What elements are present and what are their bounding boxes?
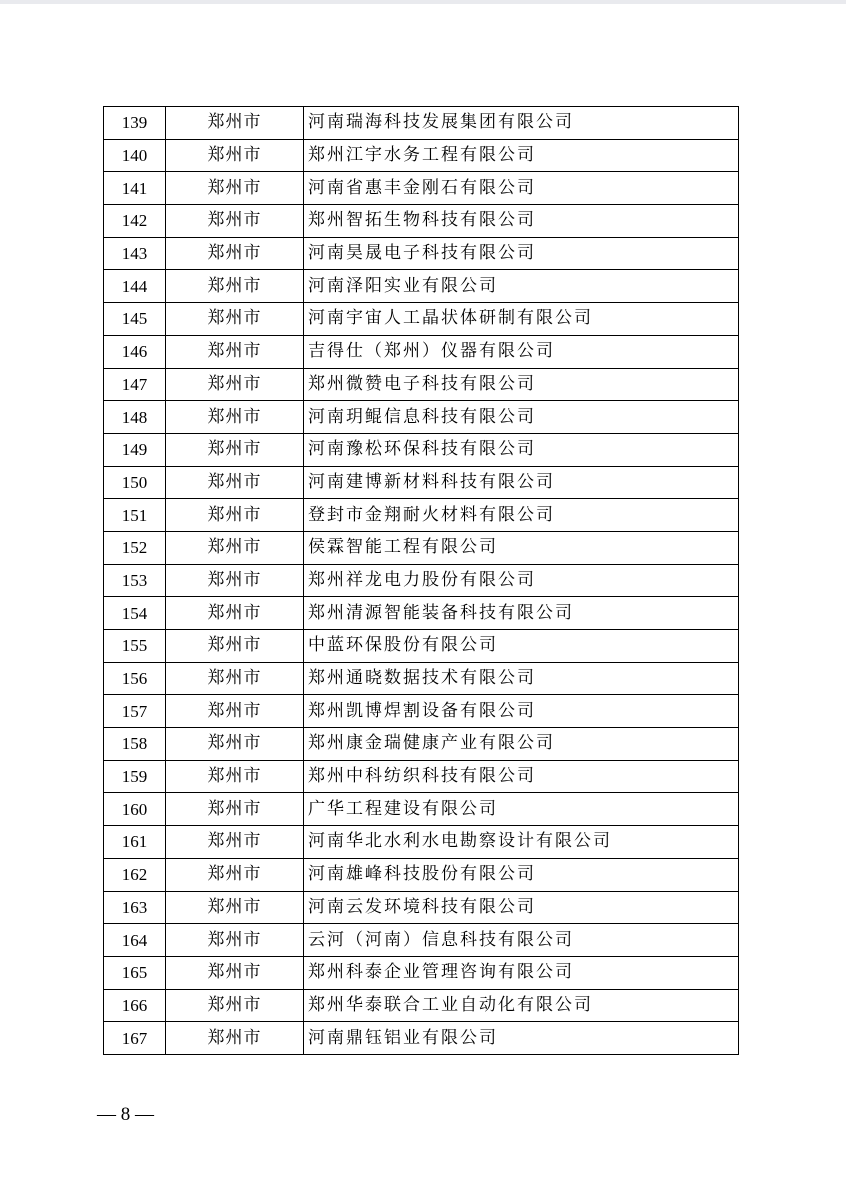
row-city: 郑州市 [166,433,304,466]
row-city: 郑州市 [166,597,304,630]
table-row [104,564,739,597]
row-number: 164 [104,924,166,957]
table-row [104,662,739,695]
row-city: 郑州市 [166,956,304,989]
row-company-name: 登封市金翔耐火材料有限公司 [304,499,739,532]
row-number: 147 [104,368,166,401]
table-row [104,466,739,499]
row-number: 159 [104,760,166,793]
row-city: 郑州市 [166,858,304,891]
table-row [104,107,739,140]
row-city: 郑州市 [166,368,304,401]
row-number: 151 [104,499,166,532]
row-number: 153 [104,564,166,597]
row-company-name: 郑州江宇水务工程有限公司 [304,139,739,172]
row-city: 郑州市 [166,924,304,957]
table-row [104,172,739,205]
row-city: 郑州市 [166,662,304,695]
row-city: 郑州市 [166,630,304,663]
row-company-name: 郑州祥龙电力股份有限公司 [304,564,739,597]
table-row [104,760,739,793]
row-number: 161 [104,826,166,859]
table-row [104,368,739,401]
row-city: 郑州市 [166,237,304,270]
table-row [104,531,739,564]
table-row [104,793,739,826]
row-number: 152 [104,531,166,564]
row-number: 145 [104,303,166,336]
row-company-name: 河南玥鲲信息科技有限公司 [304,401,739,434]
row-city: 郑州市 [166,531,304,564]
row-company-name: 郑州清源智能装备科技有限公司 [304,597,739,630]
table-row [104,335,739,368]
table-row [104,891,739,924]
row-company-name: 郑州通晓数据技术有限公司 [304,662,739,695]
table-row [104,924,739,957]
row-city: 郑州市 [166,564,304,597]
row-city: 郑州市 [166,499,304,532]
row-number: 143 [104,237,166,270]
row-company-name: 河南昊晟电子科技有限公司 [304,237,739,270]
row-city: 郑州市 [166,826,304,859]
table-row [104,826,739,859]
company-table [103,106,739,1055]
row-number: 158 [104,728,166,761]
row-company-name: 河南省惠丰金刚石有限公司 [304,172,739,205]
table-row [104,989,739,1022]
table-row [104,433,739,466]
row-company-name: 广华工程建设有限公司 [304,793,739,826]
row-number: 148 [104,401,166,434]
row-company-name: 河南宇宙人工晶状体研制有限公司 [304,303,739,336]
row-number: 165 [104,956,166,989]
row-company-name: 郑州智拓生物科技有限公司 [304,205,739,238]
row-number: 160 [104,793,166,826]
row-city: 郑州市 [166,172,304,205]
table-row [104,630,739,663]
row-company-name: 河南豫松环保科技有限公司 [304,433,739,466]
row-number: 139 [104,107,166,140]
row-number: 156 [104,662,166,695]
row-company-name: 河南建博新材料科技有限公司 [304,466,739,499]
row-city: 郑州市 [166,107,304,140]
row-number: 149 [104,433,166,466]
row-number: 166 [104,989,166,1022]
table-row [104,499,739,532]
row-city: 郑州市 [166,760,304,793]
table-row [104,303,739,336]
row-company-name: 郑州微赞电子科技有限公司 [304,368,739,401]
table-row [104,237,739,270]
row-city: 郑州市 [166,205,304,238]
table-row [104,205,739,238]
top-strip [0,0,846,4]
table-row [104,728,739,761]
row-company-name: 河南华北水利水电勘察设计有限公司 [304,826,739,859]
row-city: 郑州市 [166,695,304,728]
row-company-name: 中蓝环保股份有限公司 [304,630,739,663]
row-number: 141 [104,172,166,205]
row-city: 郑州市 [166,891,304,924]
row-number: 155 [104,630,166,663]
row-company-name: 云河（河南）信息科技有限公司 [304,924,739,957]
row-company-name: 郑州科泰企业管理咨询有限公司 [304,956,739,989]
row-number: 167 [104,1022,166,1055]
row-city: 郑州市 [166,1022,304,1055]
row-number: 142 [104,205,166,238]
row-city: 郑州市 [166,989,304,1022]
row-company-name: 河南鼎钰铝业有限公司 [304,1022,739,1055]
table-row [104,1022,739,1055]
row-city: 郑州市 [166,793,304,826]
row-company-name: 郑州中科纺织科技有限公司 [304,760,739,793]
row-city: 郑州市 [166,335,304,368]
table-row [104,401,739,434]
row-city: 郑州市 [166,139,304,172]
row-city: 郑州市 [166,303,304,336]
page-number: — 8 — [97,1104,154,1125]
row-number: 163 [104,891,166,924]
table-body [104,107,739,1055]
row-company-name: 河南云发环境科技有限公司 [304,891,739,924]
row-city: 郑州市 [166,466,304,499]
row-company-name: 吉得仕（郑州）仪器有限公司 [304,335,739,368]
row-company-name: 河南泽阳实业有限公司 [304,270,739,303]
row-company-name: 郑州康金瑞健康产业有限公司 [304,728,739,761]
row-number: 146 [104,335,166,368]
table-row [104,695,739,728]
table-row [104,956,739,989]
row-number: 162 [104,858,166,891]
row-company-name: 侯霖智能工程有限公司 [304,531,739,564]
row-number: 140 [104,139,166,172]
table-row [104,139,739,172]
row-company-name: 郑州华泰联合工业自动化有限公司 [304,989,739,1022]
row-city: 郑州市 [166,401,304,434]
row-number: 154 [104,597,166,630]
row-city: 郑州市 [166,728,304,761]
row-number: 144 [104,270,166,303]
row-company-name: 河南雄峰科技股份有限公司 [304,858,739,891]
row-company-name: 郑州凯博焊割设备有限公司 [304,695,739,728]
row-number: 157 [104,695,166,728]
table-row [104,270,739,303]
row-company-name: 河南瑞海科技发展集团有限公司 [304,107,739,140]
row-city: 郑州市 [166,270,304,303]
row-number: 150 [104,466,166,499]
table-row [104,597,739,630]
table-row [104,858,739,891]
